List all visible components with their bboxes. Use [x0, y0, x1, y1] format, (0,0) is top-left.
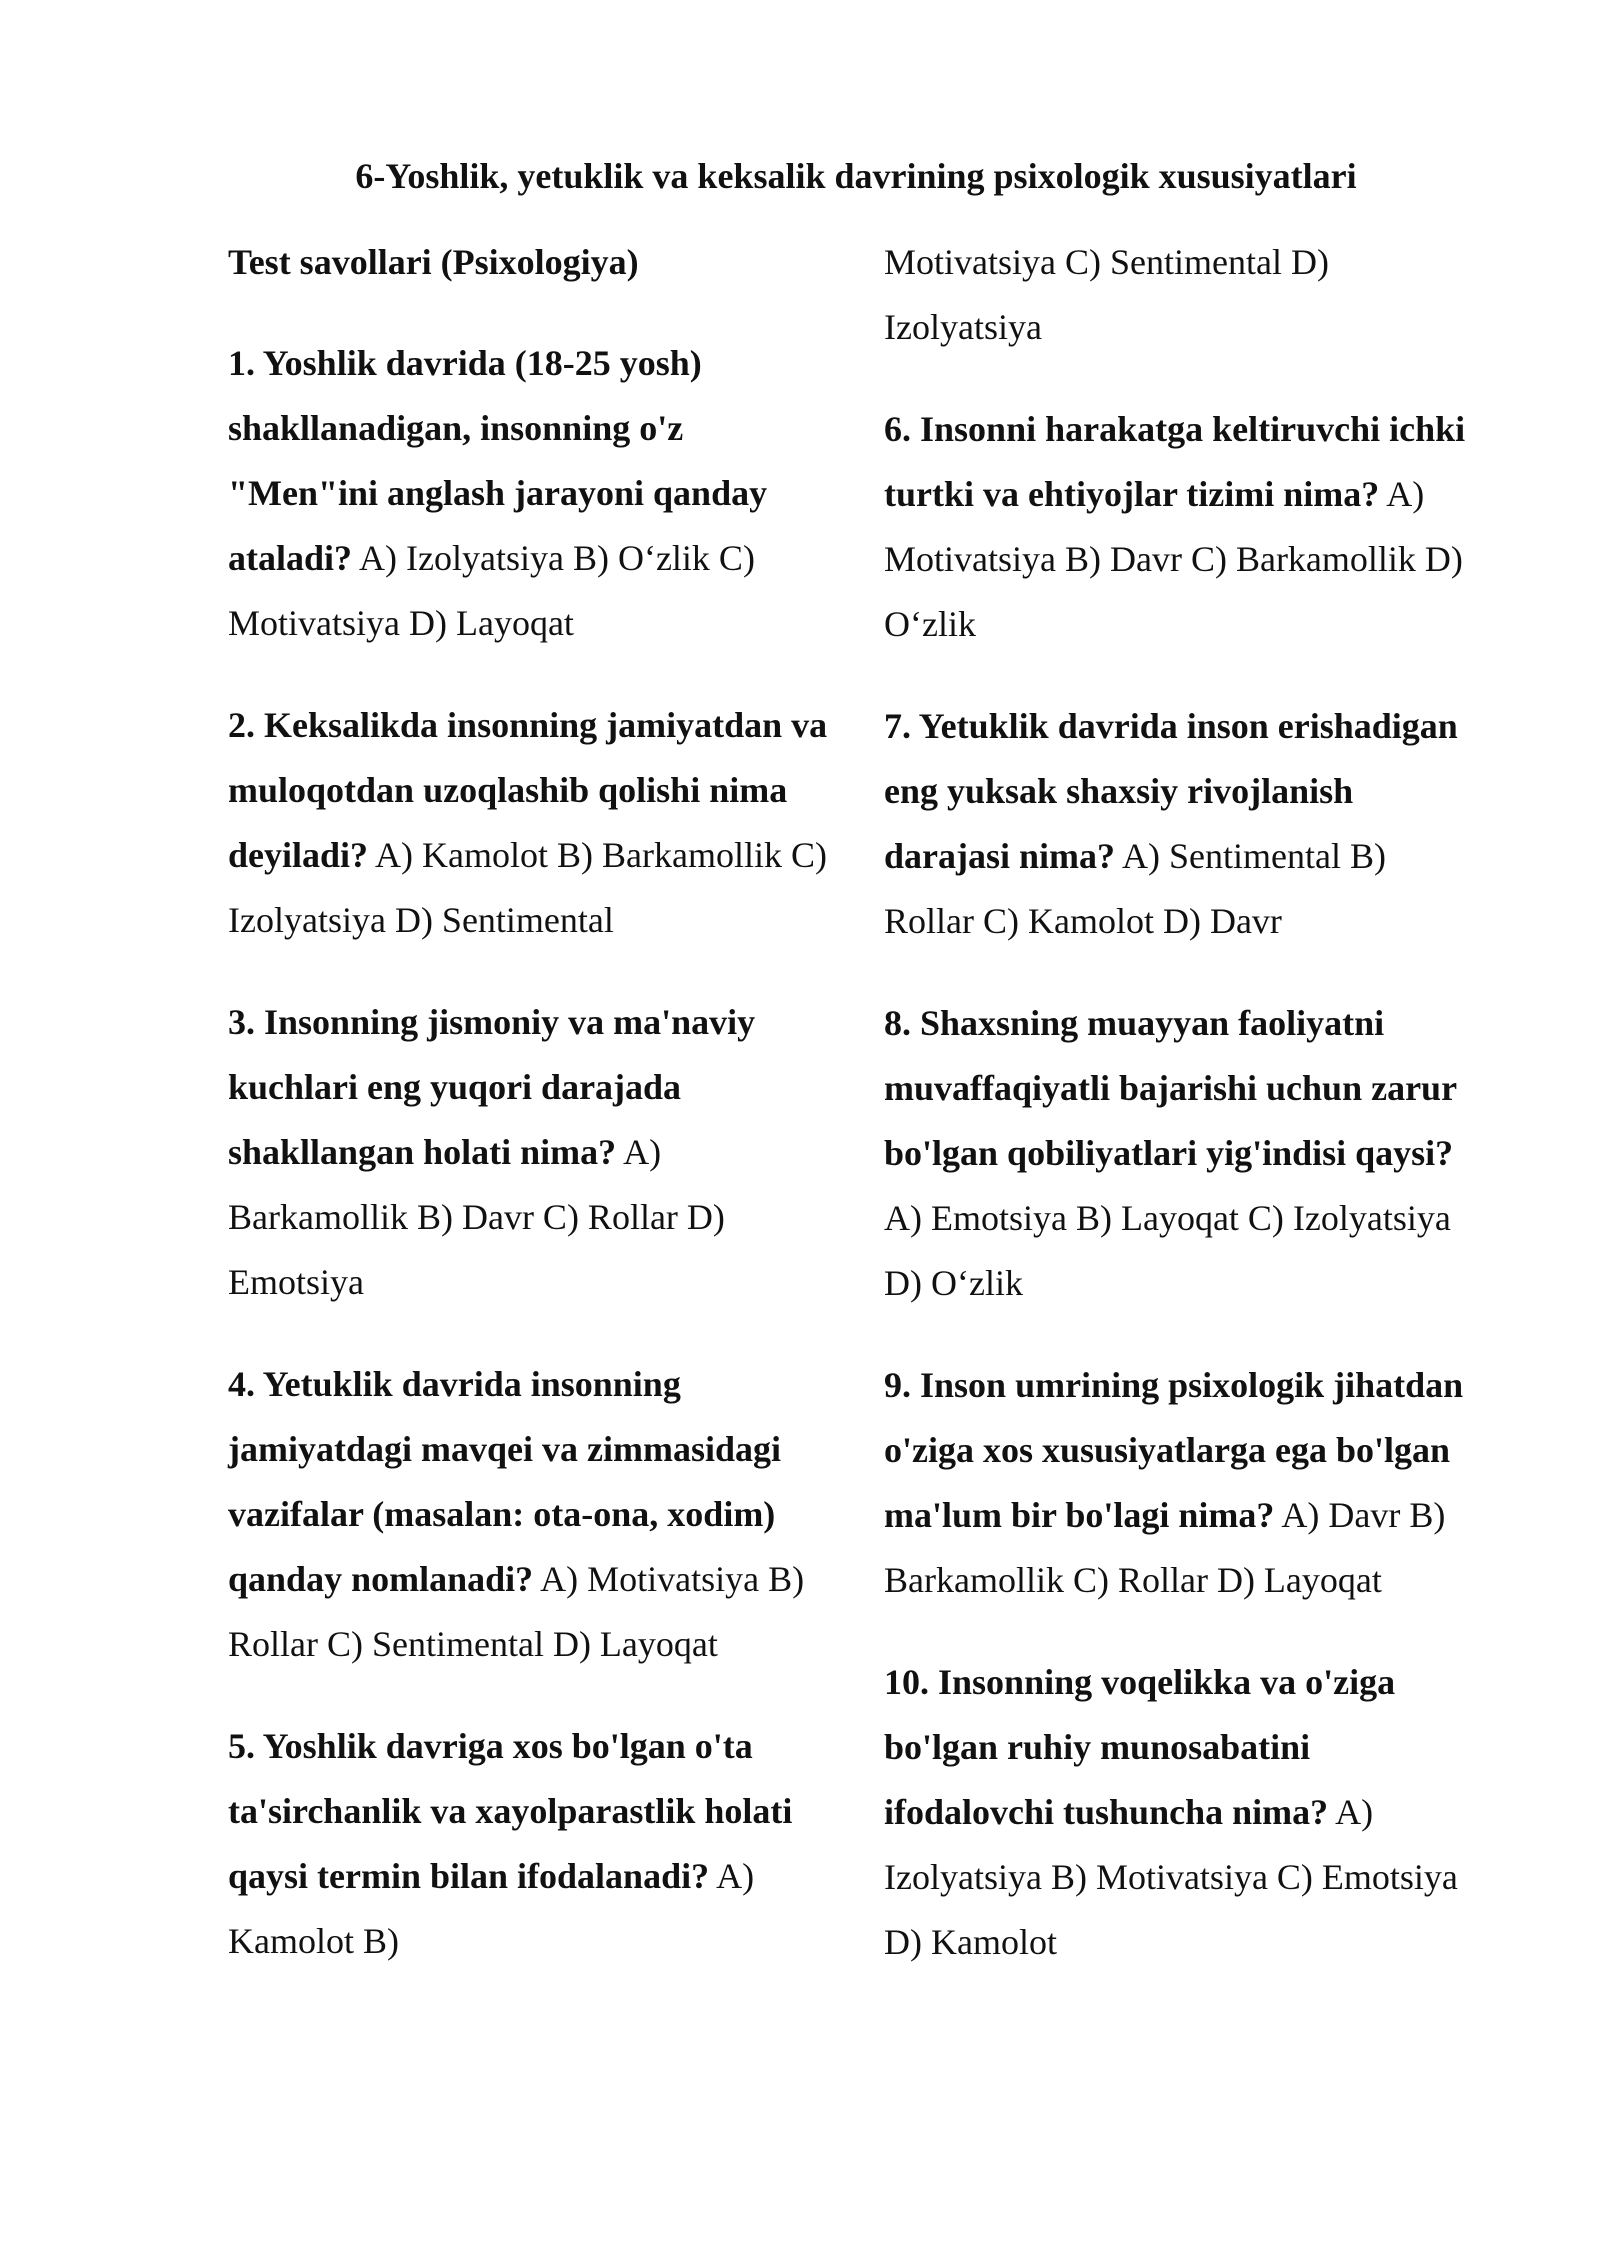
question-options: A) Izolyatsiya B) O‘zlik C) Motivatsiya D) Layoqat	[228, 538, 755, 643]
question-5-continuation	[884, 230, 1484, 360]
left-column	[228, 230, 828, 2012]
question-stem: 2. Keksalikda insonning jamiyatdan va muloqotdan uzoqlashib qolishi nima deyiladi?	[228, 705, 828, 875]
right-column	[884, 230, 1484, 2012]
question-options: A) Izolyatsiya B) Motivatsiya C) Emotsiya D) Kamolot	[884, 1792, 1458, 1962]
two-column-layout	[228, 230, 1484, 2012]
question-stem: 10. Insonning voqelikka va o'ziga bo'lgan ruhiy munosabatini ifodalovchi tushuncha nima?	[884, 1662, 1396, 1832]
question-options: A) Motivatsiya B) Davr C) Barkamollik D) O‘zlik	[884, 474, 1463, 644]
page-title: 6-Yoshlik, yetuklik va keksalik davrining psixologik xususiyatlari	[355, 156, 1357, 196]
question-stem: 7. Yetuklik davrida inson erishadigan eng yuksak shaxsiy rivojlanish darajasi nima?	[884, 706, 1458, 876]
question-1	[228, 331, 828, 656]
question-stem: 6. Insonni harakatga keltiruvchi ichki turtki va ehtiyojlar tizimi nima?	[884, 409, 1466, 514]
question-stem: 8. Shaxsning muayyan faoliyatni muvaffaqiyatli bajarishi uchun zarur bo'lgan qobiliyatlari yig'indisi qaysi?	[884, 1003, 1457, 1173]
question-options: Motivatsiya C) Sentimental D) Izolyatsiya	[884, 242, 1329, 347]
question-options: A) Kamolot B)	[228, 1856, 755, 1961]
test-subtitle: Test savollari (Psixologiya)	[228, 242, 639, 282]
question-stem: 1. Yoshlik davrida (18-25 yosh) shakllanadigan, insonning o'z "Men"ini anglash jarayoni qanday ataladi?	[228, 343, 768, 578]
question-4	[228, 1352, 828, 1677]
question-5	[228, 1714, 828, 1974]
question-8	[884, 991, 1484, 1316]
question-7	[884, 694, 1484, 954]
question-options: A) Kamolot B) Barkamollik C) Izolyatsiya D) Sentimental	[228, 835, 827, 940]
question-options: A) Emotsiya B) Layoqat C) Izolyatsiya D) O‘zlik	[884, 1198, 1451, 1303]
question-stem: 4. Yetuklik davrida insonning jamiyatdagi mavqei va zimmasidagi vazifalar (masalan: ota-ona, xodim) qanday nomlanadi?	[228, 1364, 781, 1599]
question-3	[228, 990, 828, 1315]
question-options: A) Davr B) Barkamollik C) Rollar D) Layoqat	[884, 1495, 1446, 1600]
question-options: A) Sentimental B) Rollar C) Kamolot D) Davr	[884, 836, 1386, 941]
question-stem: 5. Yoshlik davriga xos bo'lgan o'ta ta'sirchanlik va xayolparastlik holati qaysi termin bilan ifodalanadi?	[228, 1726, 793, 1896]
question-stem: 3. Insonning jismoniy va ma'naviy kuchlari eng yuqori darajada shakllangan holati nima?	[228, 1002, 756, 1172]
question-stem: 9. Inson umrining psixologik jihatdan o'ziga xos xususiyatlarga ega bo'lgan ma'lum bir bo'lagi nima?	[884, 1365, 1464, 1535]
question-options: A) Motivatsiya B) Rollar C) Sentimental D) Layoqat	[228, 1559, 805, 1664]
question-2	[228, 693, 828, 953]
question-options: A) Barkamollik B) Davr C) Rollar D) Emotsiya	[228, 1132, 725, 1302]
question-9	[884, 1353, 1484, 1613]
question-6	[884, 397, 1484, 657]
question-10	[884, 1650, 1484, 1975]
